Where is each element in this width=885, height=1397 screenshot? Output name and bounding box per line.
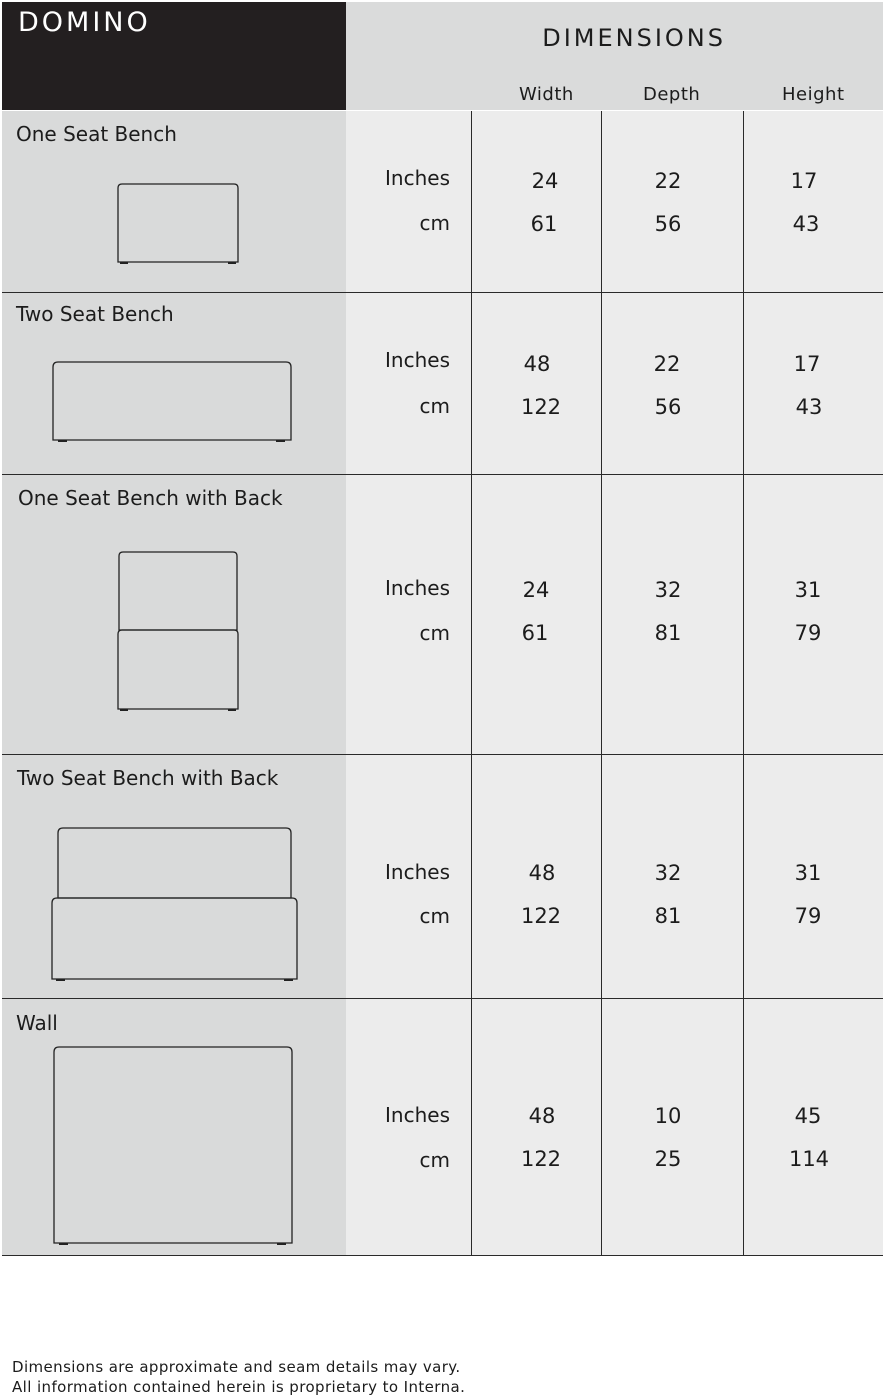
column-divider (743, 111, 744, 1256)
depth-cm: 81 (654, 904, 682, 928)
width-inches: 24 (531, 169, 559, 193)
height-cm: 43 (795, 395, 823, 419)
width-cm: 122 (520, 395, 562, 419)
column-depth: Depth (643, 84, 701, 105)
depth-cm: 56 (654, 395, 682, 419)
footer-disclaimer: Dimensions are approximate and seam details may vary. (12, 1358, 461, 1376)
row-divider (2, 754, 883, 755)
unit-inches: Inches (385, 1103, 450, 1127)
row-divider (2, 1255, 883, 1256)
unit-inches: Inches (385, 166, 450, 190)
column-width: Width (519, 84, 574, 105)
row-divider (2, 998, 883, 999)
depth-inches: 10 (654, 1104, 682, 1128)
unit-inches: Inches (385, 576, 450, 600)
width-inches: 48 (523, 352, 551, 376)
product-name: Two Seat Bench with Back (17, 766, 279, 790)
height-inches: 17 (793, 352, 821, 376)
height-cm: 79 (794, 621, 822, 645)
height-cm: 79 (794, 904, 822, 928)
unit-cm: cm (419, 904, 450, 928)
dimensions-title: DIMENSIONS (542, 24, 726, 52)
product-name: Two Seat Bench (16, 302, 174, 326)
height-cm: 114 (788, 1147, 830, 1171)
unit-inches: Inches (385, 348, 450, 372)
depth-cm: 81 (654, 621, 682, 645)
row-divider (2, 292, 883, 293)
width-cm: 61 (530, 212, 558, 236)
width-cm: 122 (520, 904, 562, 928)
unit-cm: cm (419, 394, 450, 418)
unit-cm: cm (419, 211, 450, 235)
product-name: Wall (16, 1011, 58, 1035)
unit-cm: cm (419, 1148, 450, 1172)
unit-cm: cm (419, 621, 450, 645)
product-name: One Seat Bench with Back (18, 486, 283, 510)
depth-inches: 32 (654, 578, 682, 602)
height-inches: 31 (794, 578, 822, 602)
height-inches: 45 (794, 1104, 822, 1128)
width-inches: 48 (528, 1104, 556, 1128)
width-inches: 48 (528, 861, 556, 885)
column-divider (471, 111, 472, 1256)
depth-cm: 25 (654, 1147, 682, 1171)
height-inches: 17 (790, 169, 818, 193)
column-divider (601, 111, 602, 1256)
width-cm: 61 (521, 621, 549, 645)
depth-inches: 22 (654, 169, 682, 193)
depth-inches: 22 (653, 352, 681, 376)
product-name: One Seat Bench (16, 122, 177, 146)
height-inches: 31 (794, 861, 822, 885)
width-cm: 122 (520, 1147, 562, 1171)
height-cm: 43 (792, 212, 820, 236)
depth-cm: 56 (654, 212, 682, 236)
column-height: Height (782, 84, 845, 105)
row-divider (2, 474, 883, 475)
depth-inches: 32 (654, 861, 682, 885)
footer-proprietary: All information contained herein is proprietary to Interna. (12, 1378, 466, 1396)
unit-inches: Inches (385, 860, 450, 884)
brand-name: DOMINO (18, 7, 151, 38)
width-inches: 24 (522, 578, 550, 602)
